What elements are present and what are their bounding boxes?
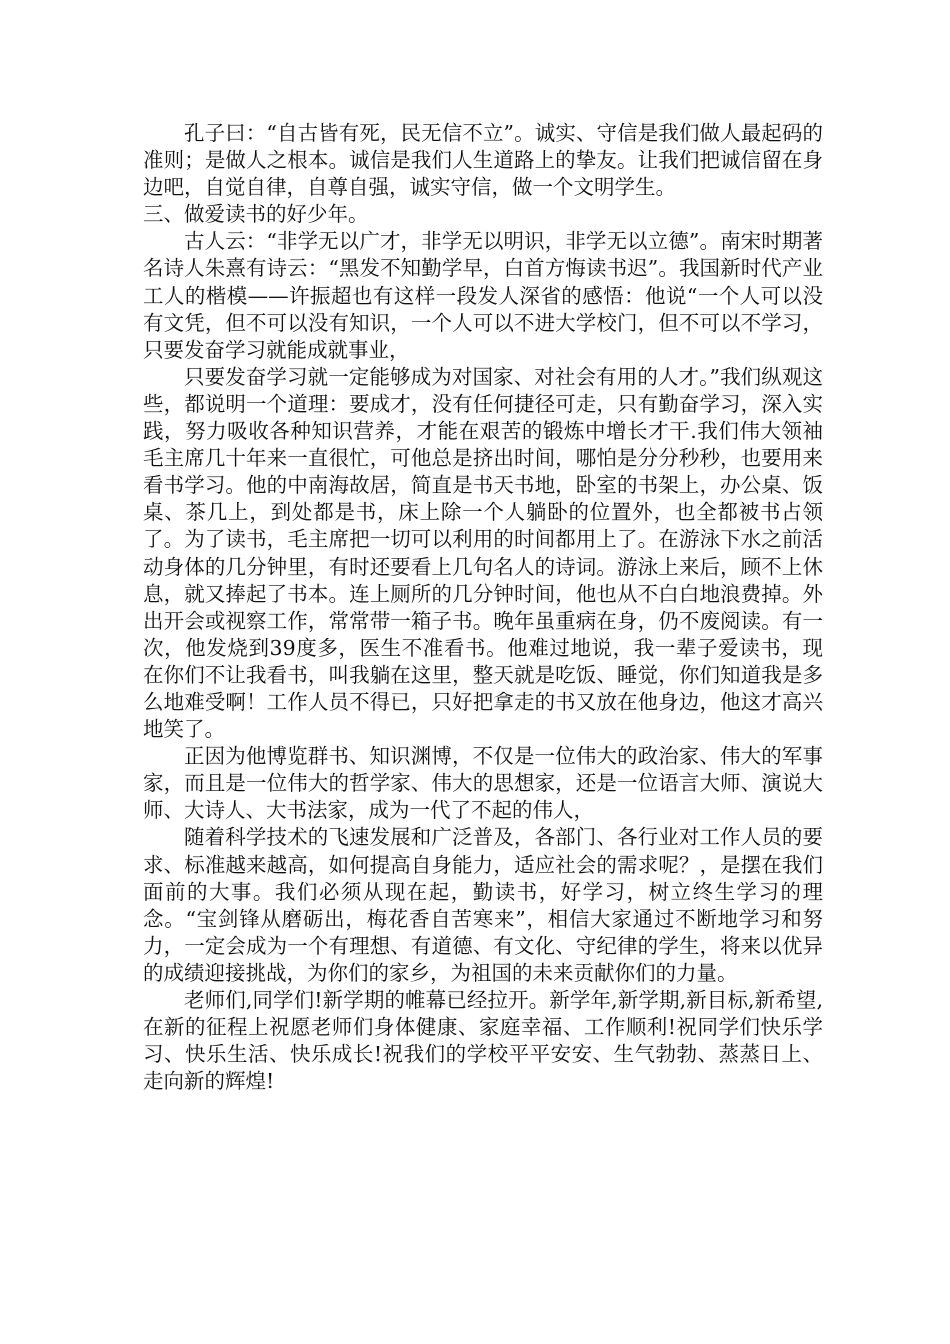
paragraph-lifelong-learning: 随着科学技术的飞速发展和广泛普及，各部门、各行业对工作人员的要求、标准越来越高，如何提高自身能力，适应社会的需求呢？，是摆在我们面前的大事。我们必须从现在起，勤读书，好学习，树立终生学习的理念。“宝剑锋从磨砺出，梅花香自苦寒来”，相信大家通过不断地学习和努力，一定会成为一个有理想、有道德、有文化、守纪律的学生，将来以优异的成绩迎接挑战，为你们的家乡，为祖国的未来贡献你们的力量。 (143, 825, 823, 985)
paragraph-ancient-quotes: 古人云：“非学无以广才，非学无以明识，非学无以立德”。南宋时期著名诗人朱熹有诗云：“黑发不知勤学早，白首方悔读书迟”。我国新时代产业工人的楷模——许振超也有这样一段发人深省的感悟：他说“一个人可以没有文凭，但不可以没有知识，一个人可以不进大学校门，但不可以不学习，只要发奋学习就能成就事业， (143, 229, 823, 362)
document-page (143, 120, 823, 1095)
paragraph-great-man: 正因为他博览群书、知识渊博，不仅是一位伟大的政治家、伟大的军事家，而且是一位伟大的哲学家、伟大的思想家，还是一位语言大师、演说大师、大诗人、大书法家，成为一代了不起的伟人， (143, 744, 823, 823)
section-heading-reading: 三、做爱读书的好少年。 (143, 202, 369, 227)
paragraph-mao-reading: 只要发奋学习就一定能够成为对国家、对社会有用的人才。”我们纵观这些，都说明一个道理：要成才，没有任何捷径可走，只有勤奋学习，深入实践，努力吸收各种知识营养，才能在艰苦的锻炼中增长才干.我们伟大领袖毛主席几十年来一直很忙，可他总是挤出时间，哪怕是分分秒秒，也要用来看书学习。他的中南海故居，简直是书天书地，卧室的书架上，办公桌、饭桌、茶几上，到处都是书，床上除一个人躺卧的位置外，也全都被书占领了。为了读书，毛主席把一切可以利用的时间都用上了。在游泳下水之前活动身体的几分钟里，有时还要看上几句名人的诗词。游泳上来后，顾不上休息，就又捧起了书本。连上厕所的几分钟时间，他也从不白白地浪费掉。外出开会或视察工作，常常带一箱子书。晚年虽重病在身，仍不废阅读。有一次，他发烧到39度多，医生不准看书。他难过地说，我一辈子爱读书，现在你们不让我看书，叫我躺在这里，整天就是吃饭、睡觉，你们知道我是多么地难受啊！工作人员不得已，只好把拿走的书又放在他身边，他这才高兴地笑了。 (143, 364, 823, 742)
paragraph-honesty: 孔子曰：“自古皆有死，民无信不立”。诚实、守信是我们做人最起码的准则；是做人之根本。诚信是我们人生道路上的挚友。让我们把诚信留在身边吧，自觉自律，自尊自强，诚实守信，做一个文明学生。 (143, 121, 823, 200)
paragraph-closing-wishes: 老师们,同学们!新学期的帷幕已经拉开。新学年,新学期,新目标,新希望,在新的征程上祝愿老师们身体健康、家庭幸福、工作顺利!祝同学们快乐学习、快乐生活、快乐成长!祝我们的学校平平安安、生气勃勃、蒸蒸日上、走向新的辉煌! (143, 988, 823, 1094)
